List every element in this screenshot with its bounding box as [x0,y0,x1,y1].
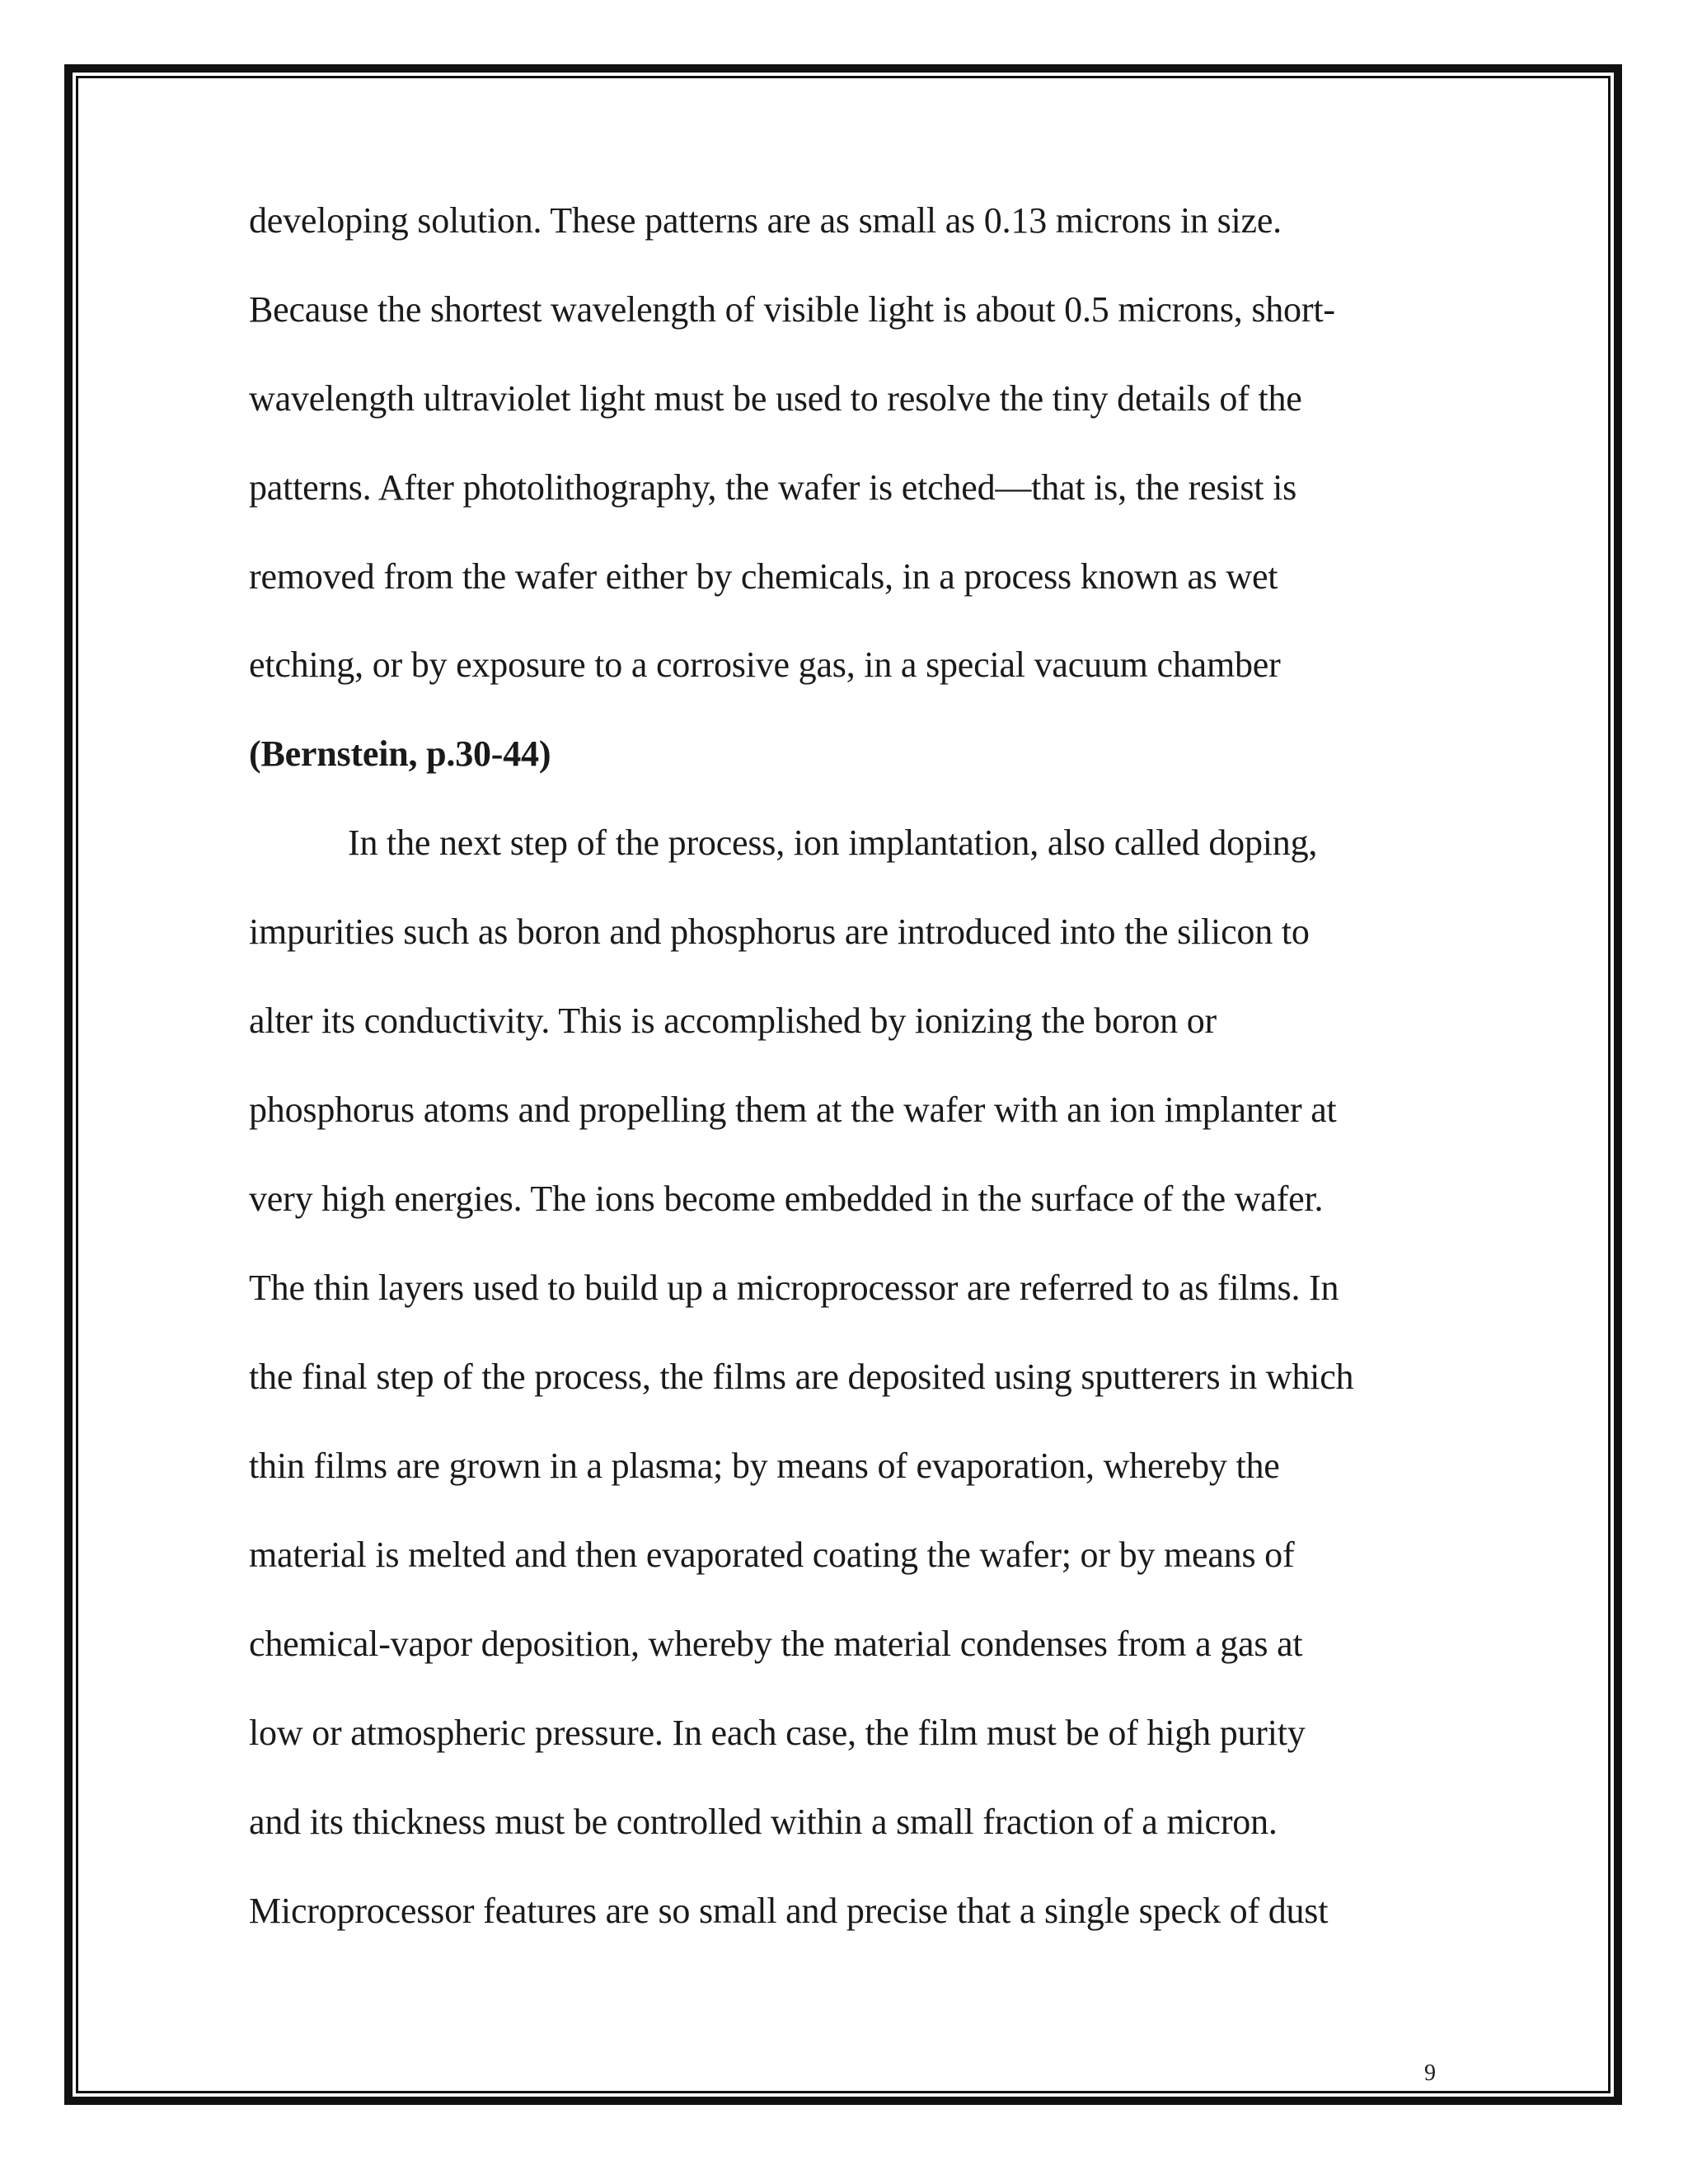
text-line: The thin layers used to build up a microprocessor are referred to as films. In [249,1268,1339,1308]
page-number: 9 [1424,2060,1436,2086]
page-border [64,64,1622,2105]
text-line: impurities such as boron and phosphorus are introduced into the silicon to [249,912,1310,952]
text-line: and its thickness must be controlled within a small fraction of a micron. [249,1802,1278,1842]
text-line: alter its conductivity. This is accomplished by ionizing the boron or [249,1001,1217,1041]
text-line: chemical-vapor deposition, whereby the material condenses from a gas at [249,1624,1303,1664]
text-line: Microprocessor features are so small and precise that a single speck of dust [249,1891,1329,1931]
citation: (Bernstein, p.30-44) [249,733,551,774]
text-line: thin films are grown in a plasma; by means of evaporation, whereby the [249,1446,1280,1486]
text-line: material is melted and then evaporated coating the wafer; or by means of [249,1535,1295,1575]
text-line: wavelength ultraviolet light must be used to resolve the tiny details of the [249,378,1302,419]
text-line: phosphorus atoms and propelling them at the wafer with an ion implanter at [249,1090,1337,1130]
text-line: the final step of the process, the films are deposited using sputterers in which [249,1357,1354,1397]
text-line: patterns. After photolithography, the wafer is etched—that is, the resist is [249,467,1297,508]
text-line: etching, or by exposure to a corrosive gas, in a special vacuum chamber [249,644,1281,685]
text-line: developing solution. These patterns are as small as 0.13 microns in size. [249,200,1282,241]
paragraph-start-line: In the next step of the process, ion implantation, also called doping, [348,823,1318,863]
text-line: Because the shortest wavelength of visible light is about 0.5 microns, short- [249,289,1335,330]
text-line: very high energies. The ions become embedded in the surface of the wafer. [249,1179,1324,1219]
text-line: removed from the wafer either by chemicals, in a process known as wet [249,556,1278,597]
text-line: low or atmospheric pressure. In each case, the film must be of high purity [249,1713,1306,1753]
